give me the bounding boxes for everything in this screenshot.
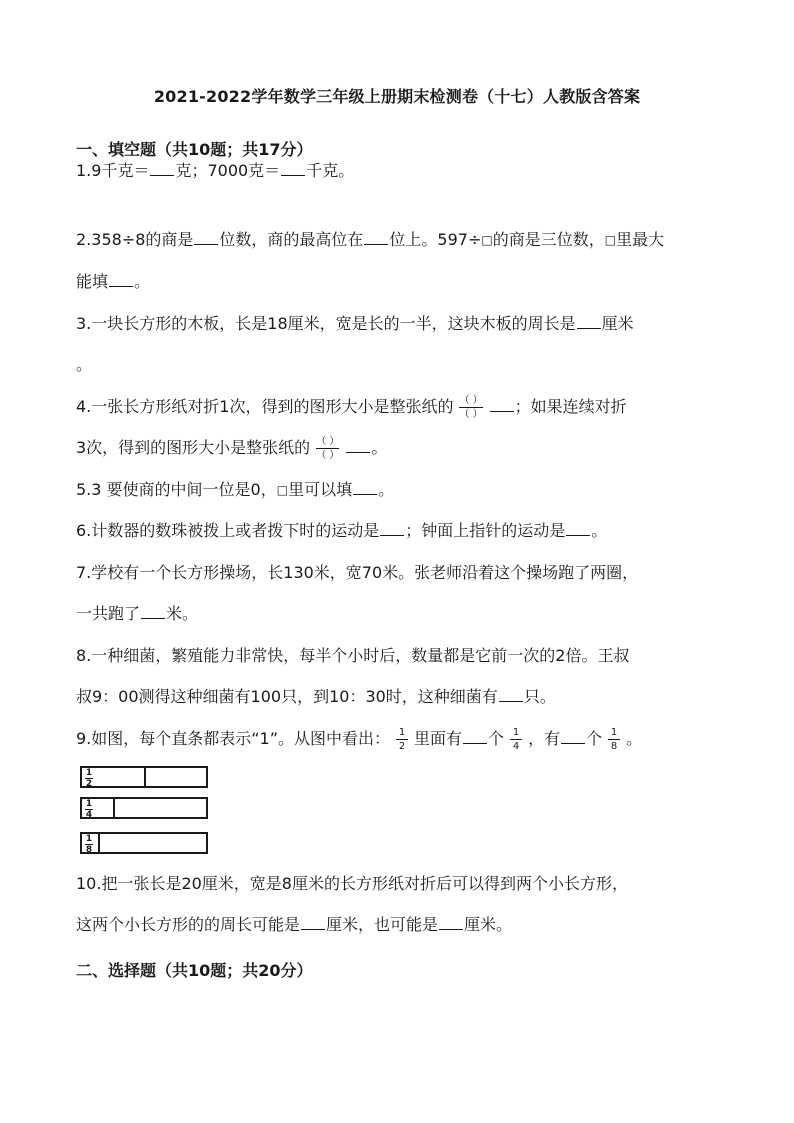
fraction-placeholder: $\frac{( )}{( )}$ (316, 436, 340, 461)
question-5: 5.3 要使商的中间一位是0，□里可以填 。 (76, 480, 395, 499)
fraction-placeholder: $\frac{( )}{( )}$ (459, 395, 483, 420)
question-6: 6.计数器的数珠被拨上或者拨下时的运动是 ；钟面上指针的运动是 。 (76, 521, 608, 540)
box-symbol: □ (604, 233, 617, 247)
fraction-one-half: $\frac{1}{2}$ (396, 727, 408, 752)
question-10-line-2: 这两个小长方形的的周长可能是 厘米，也可能是 厘米。 (76, 915, 513, 934)
box-symbol: □ (276, 483, 289, 497)
answer-blank[interactable] (353, 480, 377, 495)
strip-label: 1 8 (85, 834, 93, 855)
answer-blank[interactable] (439, 915, 463, 930)
answer-blank[interactable] (364, 230, 388, 245)
question-2: 2.358÷8的商是 位数，商的最高位在 位上。597÷□的商是三位数，□里最大 (76, 230, 665, 249)
section-heading-fill-blank: 一、填空题（共10题；共17分） (76, 140, 313, 159)
answer-blank[interactable] (194, 230, 218, 245)
strip-label: 1 2 (85, 768, 93, 789)
question-1: 1.9千克＝ 克；7000克＝ 千克。 (76, 161, 355, 180)
question-8: 8.一种细菌，繁殖能力非常快，每半个小时后，数量都是它前一次的2倍。王叔 (76, 646, 630, 665)
fraction-strip-half (80, 766, 208, 788)
question-2-line-2: 能填 。 (76, 272, 151, 291)
answer-blank[interactable] (577, 314, 601, 329)
strip-label: 1 4 (85, 799, 93, 820)
question-7: 7.学校有一个长方形操场，长130米，宽70米。张老师沿着这个操场跑了两圈， (76, 563, 639, 582)
question-3: 3.一块长方形的木板，长是18厘米，宽是长的一半，这块木板的周长是 厘米 (76, 314, 634, 333)
question-4: 4.一张长方形纸对折1次，得到的图形大小是整张纸的 $\frac{( )}{( )}$ ；如果连续对折 (76, 395, 627, 420)
question-8-line-2: 叔9：00测得这种细菌有100只，到10：30时，这种细菌有 只。 (76, 687, 556, 706)
document-title: 2021-2022学年数学三年级上册期末检测卷（十七）人教版含答案 (153, 87, 641, 106)
question-3-line-2: 。 (76, 355, 93, 374)
answer-blank[interactable] (281, 161, 305, 176)
question-7-line-2: 一共跑了 米。 (76, 604, 199, 623)
question-10: 10.把一张长是20厘米，宽是8厘米的长方形纸对折后可以得到两个小长方形， (76, 874, 628, 893)
fraction-one-quarter: $\frac{1}{4}$ (510, 727, 522, 752)
answer-blank[interactable] (109, 272, 133, 287)
answer-blank[interactable] (490, 397, 514, 412)
answer-blank[interactable] (499, 687, 523, 702)
answer-blank[interactable] (463, 729, 487, 744)
answer-blank[interactable] (141, 604, 165, 619)
answer-blank[interactable] (346, 438, 370, 453)
answer-blank[interactable] (566, 521, 590, 536)
fraction-strip-eighth (80, 832, 208, 854)
answer-blank[interactable] (561, 729, 585, 744)
question-9: 9.如图，每个直条都表示“1”。从图中看出： $\frac{1}{2}$ 里面有 个 $\frac{1}{4}$ ，有 个 $\frac{1}{8}$ 。 (76, 727, 643, 752)
answer-blank[interactable] (301, 915, 325, 930)
fraction-one-eighth: $\frac{1}{8}$ (608, 727, 620, 752)
box-symbol: □ (481, 233, 493, 247)
answer-blank[interactable] (380, 521, 404, 536)
fraction-strip-quarter (80, 797, 208, 819)
question-4-line-2: 3次，得到的图形大小是整张纸的 $\frac{( )}{( )}$ 。 (76, 436, 388, 461)
section-heading-multiple-choice: 二、选择题（共10题；共20分） (76, 961, 313, 980)
answer-blank[interactable] (150, 161, 174, 176)
